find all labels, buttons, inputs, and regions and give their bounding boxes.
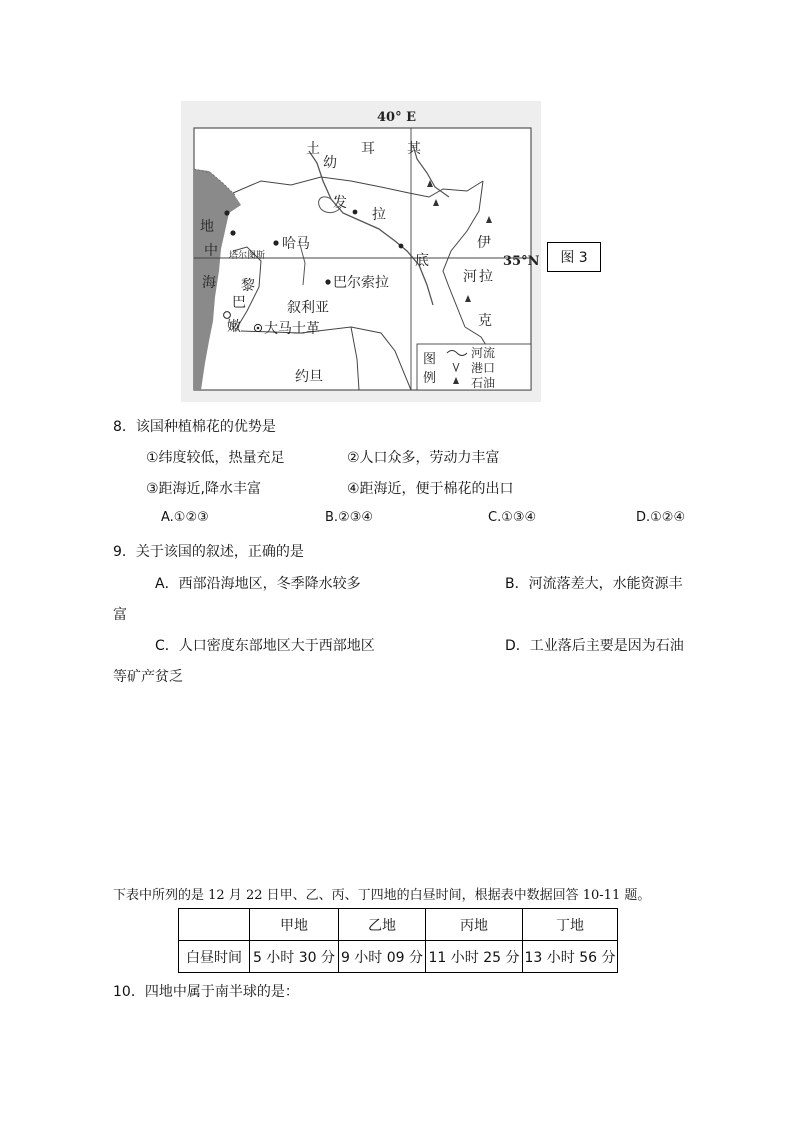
q8-item-1: ①纬度较低，热量充足: [146, 450, 285, 466]
table-header-ding: 丁地: [523, 909, 618, 941]
table-header-bing: 丙地: [426, 909, 523, 941]
map-label-ke: 克: [478, 313, 492, 329]
q9-option-b: B．河流落差大，水能资源丰: [505, 576, 683, 592]
legend-title-2: 例: [423, 371, 437, 386]
map-label-tu: 土: [306, 141, 320, 157]
table-header-jia: 甲地: [250, 909, 339, 941]
map-label-yi: 伊: [477, 235, 491, 251]
legend-oil: 石油: [471, 376, 496, 390]
country-jordan: 约旦: [295, 369, 323, 385]
palmyra-dot: [325, 279, 330, 284]
figure-label: 图 3: [547, 242, 601, 272]
hama-dot: [273, 240, 278, 245]
map-label-li: 黎: [241, 278, 255, 294]
legend-title-1: 图: [423, 352, 437, 367]
map-label-ba: 巴: [232, 295, 246, 311]
syria-map: [181, 101, 541, 402]
q9-option-b-cont: 富: [113, 607, 127, 623]
latakia-dot: [224, 210, 229, 215]
q9-option-c: C．人口密度东部地区大于西部地区: [155, 638, 375, 654]
table-cell-ding: 13 小时 56 分: [523, 941, 618, 973]
table-row: [179, 941, 618, 973]
map-label-la2: 拉: [479, 269, 493, 285]
map-label-you: 幼: [323, 155, 337, 171]
q8-choice-b: B.②③④: [325, 510, 374, 525]
map-label-nen: 嫩: [227, 319, 241, 335]
country-syria: 叙利亚: [287, 300, 329, 316]
map-label-zhong: 中: [204, 243, 218, 259]
longitude-label: 40° E: [377, 110, 417, 125]
table-intro: 下表中所列的是 12 月 22 日甲、乙、丙、丁四地的白昼时间，根据表中数据回答 10-11 题。: [113, 888, 651, 903]
map-label-di: 底: [415, 253, 429, 269]
daylight-table: [178, 908, 618, 973]
table-row-label: 白昼时间: [179, 941, 250, 973]
table-cell-jia: 5 小时 30 分: [250, 941, 339, 973]
q9-option-d: D．工业落后主要是因为石油: [505, 638, 684, 654]
q9-option-a: A．西部沿海地区，冬季降水较多: [155, 576, 361, 592]
city-hama: 哈马: [282, 236, 310, 252]
q9-option-d-cont: 等矿产贫乏: [113, 669, 183, 685]
city-palmyra: 巴尔索拉: [333, 275, 389, 291]
map-label-er: 耳: [361, 141, 375, 157]
map-label-he: 河: [463, 269, 477, 285]
q8-choice-c: C.①③④: [488, 510, 537, 525]
table-cell-yi: 9 小时 09 分: [339, 941, 426, 973]
table-header-row: [179, 909, 618, 941]
table-header-yi: 乙地: [339, 909, 426, 941]
city-tartus: 塔尔图斯: [229, 251, 266, 261]
legend-river: 河流: [471, 346, 496, 360]
map-label-la: 拉: [372, 207, 386, 223]
q8-stem: 8．该国种植棉花的优势是: [113, 419, 276, 435]
tartus-dot: [230, 230, 235, 235]
city-damascus: 大马士革: [264, 321, 320, 337]
latitude-label: 35°N: [503, 254, 540, 269]
q8-item-4: ④距海近，便于棉花的出口: [347, 481, 514, 497]
map-label-fa: 发: [333, 195, 347, 211]
q8-choice-d: D.①②④: [636, 510, 686, 525]
q8-item-2: ②人口众多，劳动力丰富: [347, 450, 500, 466]
table-cell-bing: 11 小时 25 分: [426, 941, 523, 973]
q9-stem: 9．关于该国的叙述，正确的是: [113, 544, 304, 560]
map-label-di2: 地: [200, 219, 214, 235]
map-label-hai: 海: [202, 275, 216, 291]
map-label-qi: 其: [407, 141, 421, 157]
table-header-empty: [179, 909, 250, 941]
q8-item-3: ③距海近,降水丰富: [146, 481, 262, 497]
q8-choice-a: A.①②③: [161, 510, 209, 525]
legend-port: 港口: [471, 361, 496, 375]
q10-stem: 10．四地中属于南半球的是：: [113, 984, 299, 1000]
